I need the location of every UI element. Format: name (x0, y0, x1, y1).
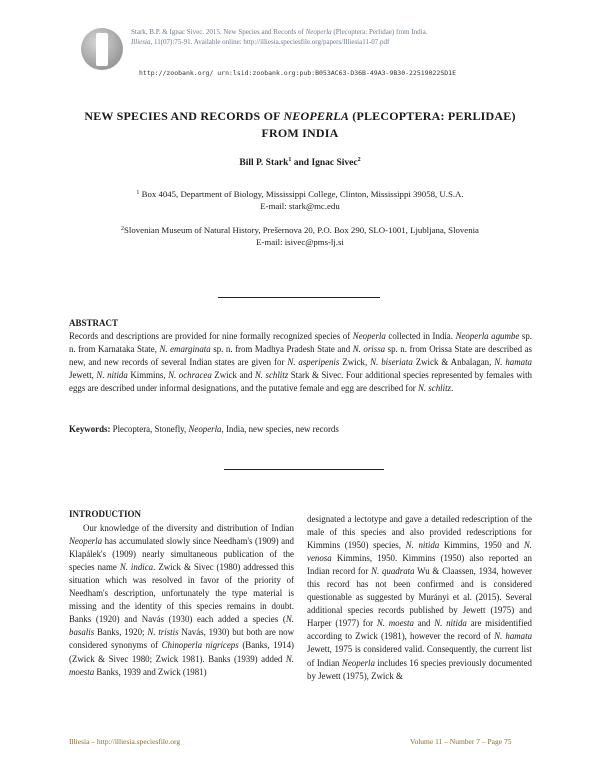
intro-right-column: designated a lectotype and gave a detailed redescription of the male of this species and also provided redescriptions for Kimmins (1950) species, N. nitida Kimmins, 1950 and N. venosa Kimmins, 1950. Kimmins (1950) also reported an Indian record for N. quadrata Wu & Claassen, 1934, however this record has not been confirmed and is considered questionable as suggested by Murányi et al. (2015). Several additional species records published by Jewett (1975) and Harper (1977) for N. moesta and N. nitida are misidentified according to Zwick (1981), however the record of N. hamata Jewett, 1975 is considered valid. Consequently, the current list of Indian Neoperla includes 16 species previously documented by Jewett (1975), Zwick & (307, 514, 533, 681)
intro-heading: INTRODUCTION (69, 509, 142, 519)
divider (218, 297, 380, 298)
intro-left-column (69, 508, 294, 679)
paper-title: NEW SPECIES AND RECORDS OF NEOPERLA (PLECOPTERA: PERLIDAE) FROM INDIA (84, 109, 516, 140)
footer-page-info: Volume 11 – Number 7 – Page 75 (410, 737, 512, 746)
abstract-text: Records and descriptions are provided for nine formally recognized species of Neoperla collected in India. Neoperla agumbe sp. n. from Karnataka State, N. emarginata sp. n. from Madhya Pradesh State and N. orissa sp. n. from Orissa State are described as new, and new records of several Indian states are given for N. asperipenis Zwick, N. biseriata Zwick & Anbalagan, N. hamata Jewett, N. nitida Kimmins, N. ochracea Zwick and N. schlitz Stark & Sivec. Four additional species represented by females with eggs are described under informal designations, and the putative female and egg are described for N. schlitz. (69, 331, 532, 393)
citation-link[interactable]: , 11(07):75-91. Available online: http://illiesia.speciesfile.org/papers/Illiesia11-07.pdf (150, 38, 390, 46)
divider (224, 469, 384, 470)
logo-letter-mark (96, 33, 108, 66)
abstract-heading: ABSTRACT (69, 318, 119, 328)
citation-header: Stark, B.P. & Ignac Sivec. 2015. New Species and Records of Neoperla (Plecoptera: Perlidae) from India. Illiesia, 11(07):75-91. Available online: http://illiesia.speciesfile.org/papers/Illiesia11-07.pdf (131, 28, 428, 46)
keywords: Keywords: Plecoptera, Stonefly, Neoperla, India, new species, new records (69, 424, 339, 434)
footer-journal-link[interactable]: Illiesia – http://illiesia.speciesfile.org (69, 737, 181, 746)
email-link[interactable]: E-mail: stark@mc.edu (260, 201, 340, 211)
author-line: Bill P. Stark$^1$ and Ignac Sivec$^2$ (239, 157, 361, 168)
email-link[interactable]: E-mail: isivec@pms-lj.si (256, 237, 344, 247)
zoobank-lsid[interactable]: http://zoobank.org/ urn:lsid:zoobank.org:pub:B053AC63-D36B-49A3-9B30-22519022SD1E (139, 69, 456, 77)
intro-paragraph: Our knowledge of the diversity and distribution of Indian Neoperla has accumulated slowly since Needham's (1909) and Klapálek's (1909) nearly simultaneous publication of the species name N. indica. Zwick & Sivec (1980) addressed this situation which was resolved in favor of the priority of Needham's description, unfortunately the type material is missing and the identity of this species remains in doubt. Banks (1920) and Navás (1930) each added a species (N. basalis Banks, 1920; N. tristis Navás, 1930) but both are now considered synonyms of Chinoperla nigriceps (Banks, 1914) (Zwick & Sivec 1980; Zwick 1981). Banks (1939) added N. moesta Banks, 1939 and Zwick (1981) (69, 523, 295, 677)
affiliation-2: $^2$Slovenian Museum of Natural History, Prešernova 20, P.O. Box 290, SLO-1001, Ljubljana, Slovenia E-mail: isivec@pms-lj.si (121, 225, 479, 247)
affiliation-1: $^1$ Box 4045, Department of Biology, Mississippi College, Clinton, Mississippi 39058, U.S.A. E-mail: stark@mc.edu (136, 189, 464, 211)
